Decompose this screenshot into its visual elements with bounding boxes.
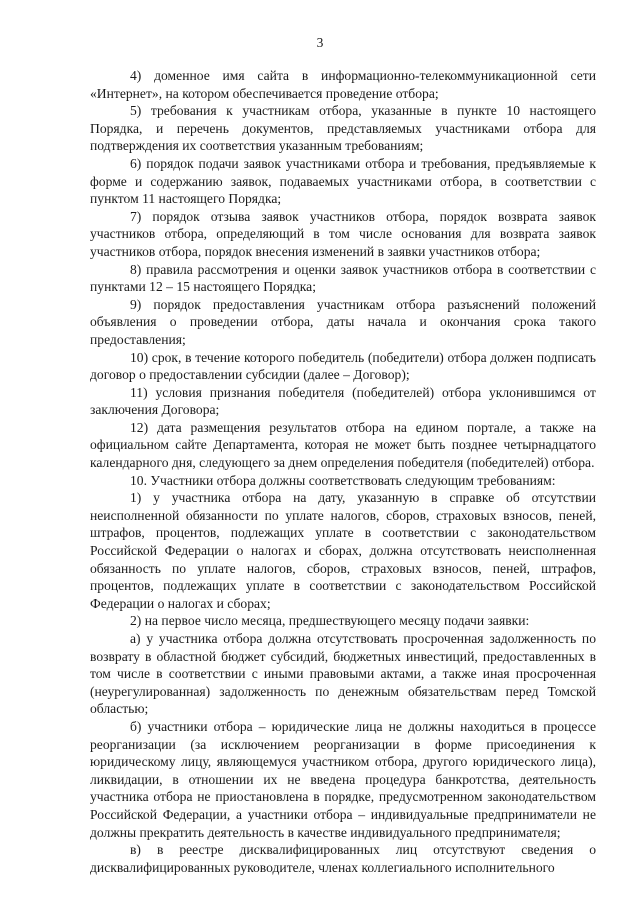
paragraph-item-12: 12) дата размещения результатов отбора на едином портале, а также на официальном сайте Департамента, которая не может быть позднее четырнадцатого календарного дня, следующего за днем определения победителя (победителей) отбора.: [90, 419, 596, 471]
paragraph-item-6: 6) порядок подачи заявок участниками отбора и требования, предъявляемые к форме и содержанию заявок, подаваемых участниками отбора, в соответствии с пунктом 11 настоящего Порядка;: [90, 155, 596, 207]
requirement-1: 1) у участника отбора на дату, указанную в справке об отсутствии неисполненной обязанности по уплате налогов, сборов, страховых взносов, пеней, штрафов, процентов, подлежащих уплате в соответствии с законодательством Российской Федерации о налогах и сборах, должна отсутствовать неисполненная обязанность по уплате налогов, сборов, страховых взносов, пеней, штрафов, процентов, подлежащих уплате в соответствии с законодательством Российской Федерации о налогах и сборах;: [90, 490, 596, 611]
paragraph-item-10: 10) срок, в течение которого победитель (победители) отбора должен подписать договор о предоставлении субсидии (далее – Договор);: [90, 349, 596, 383]
paragraph-item-5: 5) требования к участникам отбора, указанные в пункте 10 настоящего Порядка, и перечень документов, представляемых участниками отбора для подтверждения их соответствия указанным требованиям;: [90, 103, 596, 154]
paragraph-item-7: 7) порядок отзыва заявок участников отбора, порядок возврата заявок участников отбора, определяющий в том числе основания для возврата заявок участников отбора, порядок внесения изменений в заявки участников отбора;: [90, 208, 596, 259]
paragraph-item-11: 11) условия признания победителя (победителей) отбора уклонившимся от заключения Договора;: [90, 384, 596, 418]
paragraph-item-9: 9) порядок предоставления участникам отбора разъяснений положений объявления о проведении отбора, даты начала и окончания срока такого предоставления;: [90, 296, 596, 347]
section-10-heading: 10. Участники отбора должны соответствовать следующим требованиям:: [130, 472, 556, 488]
requirement-2: 2) на первое число месяца, предшествующего месяцу подачи заявки:: [130, 613, 530, 629]
document-body: [90, 67, 596, 876]
requirement-2b: б) участники отбора – юридические лица не должны находиться в процессе реорганизации (за исключением реорганизации в форме присоединения к юридическому лицу, являющемуся участником отбора, другого юридического лица), ликвидации, в отношении их не введена процедура банкротства, деятельность участника отбора не приостановлена в порядке, предусмотренном законодательством Российской Федерации, а участники отбора – индивидуальные предприниматели не должны прекратить деятельность в качестве индивидуального предпринимателя;: [90, 718, 596, 840]
paragraph-item-4: 4) доменное имя сайта в информационно-телекоммуникационной сети «Интернет», на котором обеспечивается проведение отбора;: [90, 68, 596, 101]
requirement-2a: а) у участника отбора должна отсутствовать просроченная задолженность по возврату в областной бюджет субсидий, бюджетных инвестиций, предоставленных в том числе в соответствии с иными правовыми актами, а также иная просроченная (неурегулированная) задолженность по денежным обязательствам перед Томской областью;: [90, 631, 596, 717]
requirement-2v: в) в реестре дисквалифицированных лиц отсутствуют сведения о дисквалифицированных руководителе, членах коллегиального исполнительного: [90, 842, 596, 875]
paragraph-item-8: 8) правила рассмотрения и оценки заявок участников отбора в соответствии с пунктами 12 – 15 настоящего Порядка;: [90, 261, 596, 295]
page-number: 3: [316, 35, 324, 50]
